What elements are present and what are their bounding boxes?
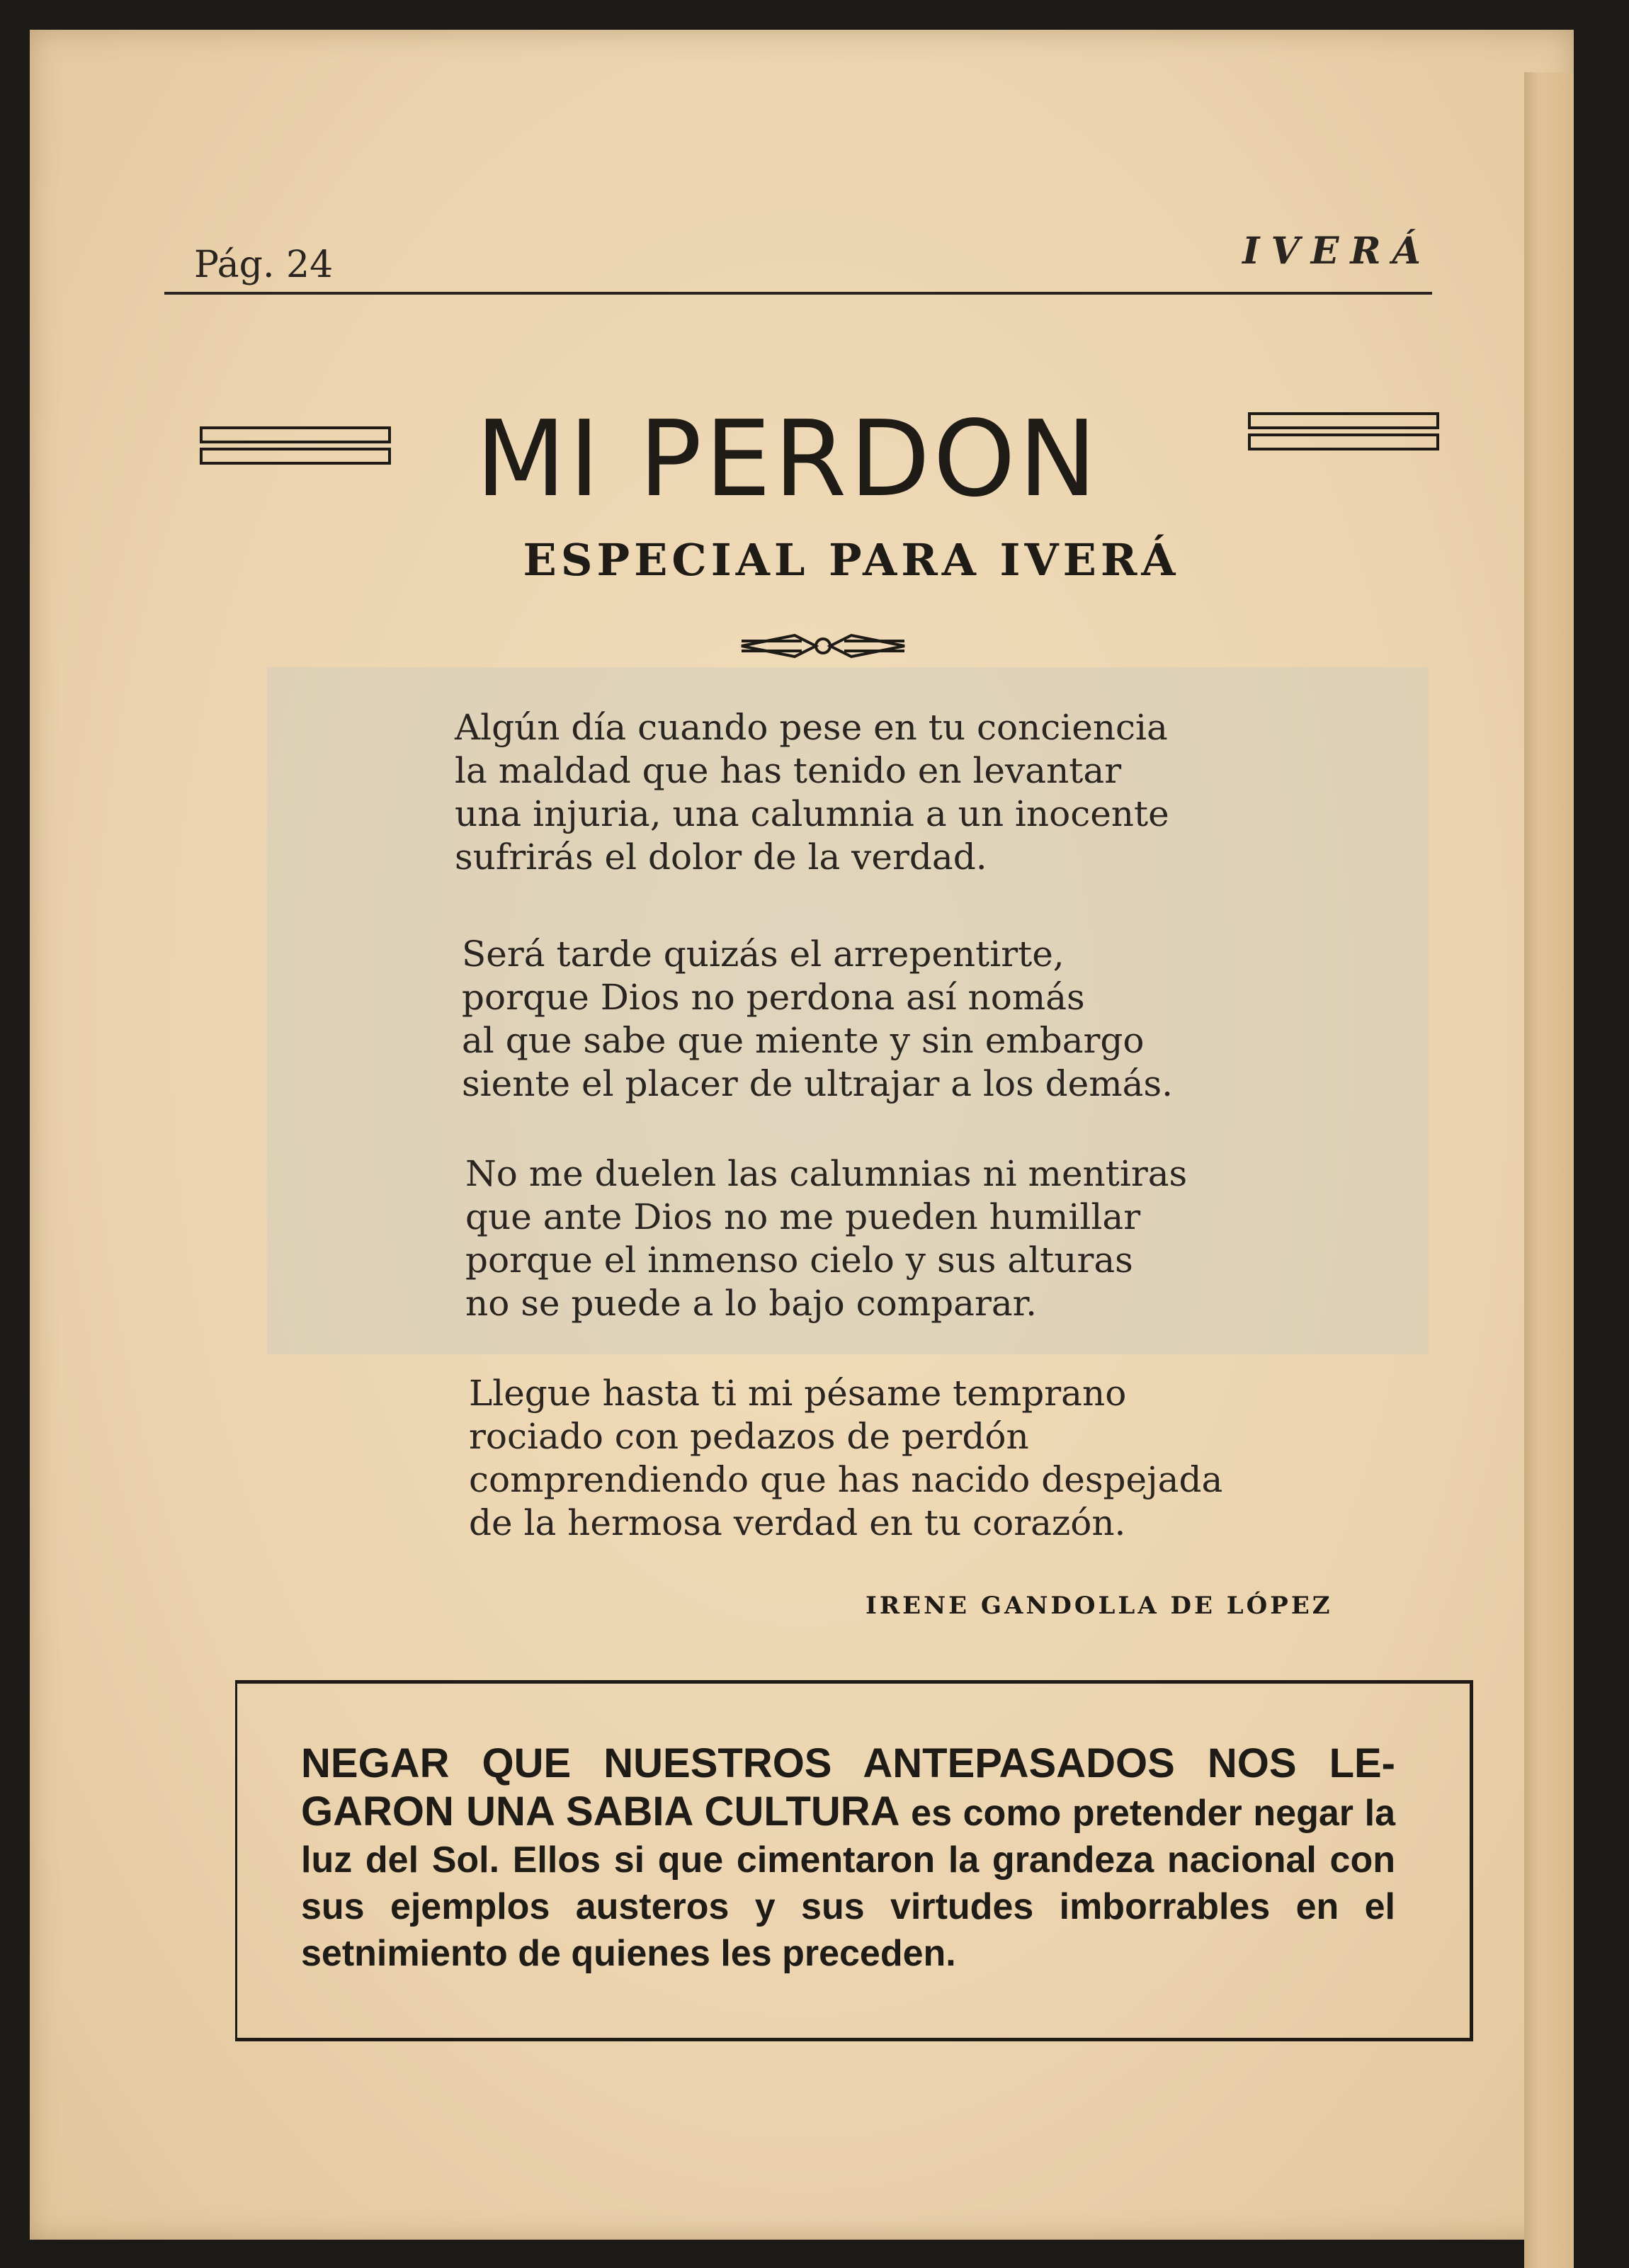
poem-line: porque Dios no perdona así nomás bbox=[462, 977, 1085, 1018]
poem-line: rociado con pedazos de perdón bbox=[469, 1416, 1029, 1457]
poem-line: no se puede a lo bajo comparar. bbox=[465, 1283, 1037, 1324]
poem-line: Será tarde quizás el arrepentirte, bbox=[462, 934, 1065, 975]
stanza-3 bbox=[465, 1152, 1187, 1325]
stanza-1 bbox=[455, 706, 1169, 879]
poem-line: comprendiendo que has nacido despejada bbox=[469, 1459, 1223, 1500]
page-number: Pág. 24 bbox=[194, 244, 334, 286]
notice-text bbox=[301, 1740, 1395, 1977]
poem-line: de la hermosa verdad en tu corazón. bbox=[469, 1502, 1126, 1543]
magazine-page bbox=[30, 30, 1574, 2240]
title-ornament-right bbox=[1248, 412, 1439, 455]
next-page-edge bbox=[1524, 72, 1574, 2268]
page-header bbox=[164, 200, 1432, 295]
poem-line: porque el inmenso cielo y sus alturas bbox=[465, 1240, 1133, 1281]
notice-lead: NEGAR QUE NUESTROS ANTEPASADOS NOS LE-GARON UNA SABIA CULTURA bbox=[301, 1740, 1395, 1835]
notice-box bbox=[235, 1680, 1473, 2041]
article-subtitle: ESPECIAL PARA IVERÁ bbox=[523, 534, 1180, 586]
article-title: MI PERDON bbox=[475, 398, 1100, 520]
divider-ornament-icon bbox=[738, 628, 908, 664]
poem-line: al que sabe que miente y sin embargo bbox=[462, 1020, 1145, 1061]
poem-line: una injuria, una calumnia a un inocente bbox=[455, 793, 1169, 834]
poem-line: siente el placer de ultrajar a los demás. bbox=[462, 1063, 1174, 1104]
title-row bbox=[193, 398, 1439, 520]
poem-line: la maldad que has tenido en levantar bbox=[455, 750, 1122, 791]
poem-line: que ante Dios no me pueden humillar bbox=[465, 1196, 1141, 1237]
stanza-2 bbox=[462, 933, 1173, 1106]
poem-line: Llegue hasta ti mi pésame temprano bbox=[469, 1373, 1127, 1414]
poem-line: No me duelen las calumnias ni mentiras bbox=[465, 1153, 1188, 1194]
notice-body: es como pretender negar la luz del Sol. Ellos si que cimentaron la grandeza nacional con sus ejemplos austeros y sus virtudes imborrables en el setnimiento de quienes les preceden. bbox=[301, 1793, 1395, 1974]
stanza-4 bbox=[469, 1372, 1222, 1545]
author-signature: IRENE GANDOLLA DE LÓPEZ bbox=[865, 1592, 1333, 1620]
poem-line: Algún día cuando pese en tu conciencia bbox=[455, 707, 1168, 748]
poem-line: sufrirás el dolor de la verdad. bbox=[455, 837, 987, 878]
magazine-name: IVERÁ bbox=[1242, 229, 1432, 273]
title-ornament-left bbox=[200, 426, 391, 469]
